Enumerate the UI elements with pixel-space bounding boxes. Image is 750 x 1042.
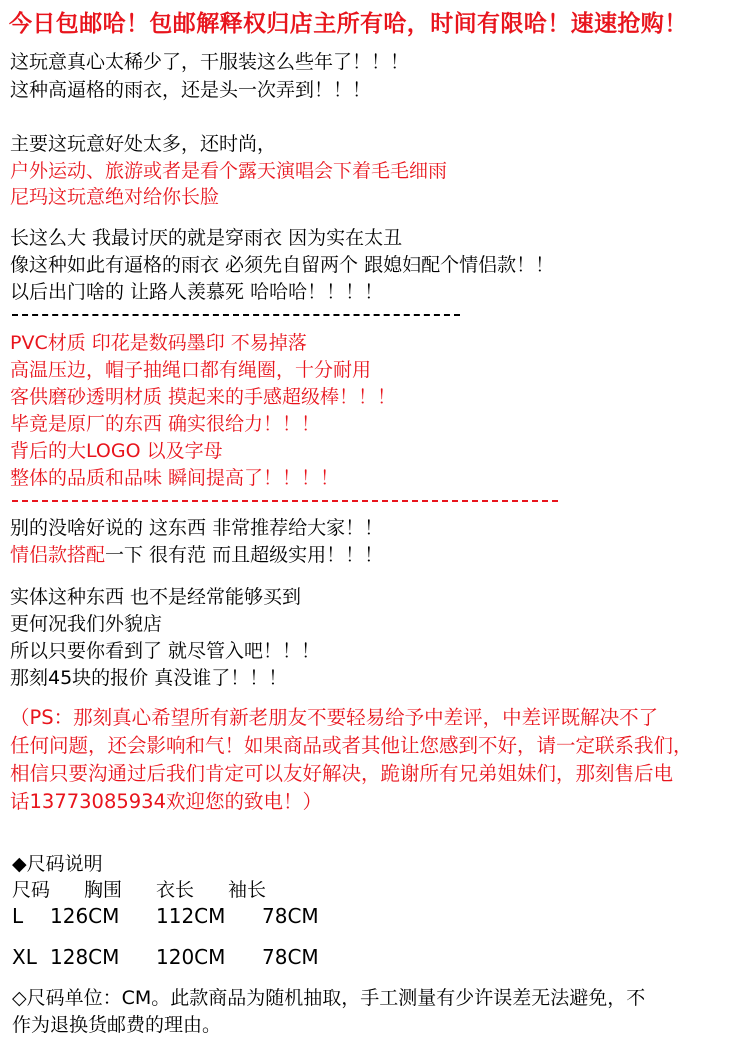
story-line-3: 以后出门啥的 让路人羡慕死 哈哈哈！！！！: [10, 281, 384, 303]
size-header-length: 衣长: [156, 879, 195, 901]
dashed-divider-1: [12, 314, 460, 316]
feature-line-3: 客供磨砂透明材质 摸起来的手感超级棒！！！: [10, 386, 397, 408]
story-line-2: 像这种如此有逼格的雨衣 必须先自留两个 跟媳妇配个情侣款！！: [10, 254, 555, 276]
size-header-sleeve: 袖长: [228, 879, 267, 901]
dashed-divider-2: [12, 500, 558, 502]
benefits-line-3: 尼玛这玩意绝对给你长脸: [10, 186, 220, 208]
benefits-line-1: 主要这玩意好处太多，还时尚，: [10, 133, 277, 155]
ps-line-3: 相信只要沟通过后我们肯定可以友好解决，跪谢所有兄弟姐妹们，那刻售后电: [10, 762, 674, 785]
benefits-line-2: 户外运动、旅游或者是看个露天演唱会下着毛毛细雨: [10, 160, 448, 182]
size-row-l-chest: 126CM: [50, 904, 120, 928]
closing-line-3: 所以只要你看到了 就尽管入吧！！！: [10, 640, 321, 662]
feature-line-2: 高温压边，帽子抽绳口都有绳圈，十分耐用: [10, 359, 372, 381]
closing-line-2: 更何况我们外貌店: [10, 613, 163, 635]
ps-line-1: （PS：那刻真心希望所有新老朋友不要轻易给予中差评，中差评既解决不了: [10, 706, 659, 729]
size-note-line-2: 作为退换货邮费的理由。: [12, 1014, 222, 1036]
story-line-1: 长这么大 我最讨厌的就是穿雨衣 因为实在太丑: [10, 227, 403, 249]
size-header-chest: 胸围: [84, 879, 123, 901]
size-row-xl-chest: 128CM: [50, 945, 120, 969]
size-row-xl-length: 120CM: [156, 945, 226, 969]
feature-line-5: 背后的大LOGO 以及字母: [10, 440, 223, 462]
size-row-l-length: 112CM: [156, 904, 226, 928]
ps-line-2: 任何问题，还会影响和气！如果商品或者其他让您感到不好，请一定联系我们，: [10, 734, 693, 757]
size-row-xl-size: XL: [12, 945, 37, 969]
size-row-xl-sleeve: 78CM: [262, 945, 319, 969]
promo-banner: 今日包邮哈！包邮解释权归店主所有哈，时间有限哈！速速抢购！: [9, 11, 688, 37]
size-header-size: 尺码: [12, 879, 51, 901]
size-row-l-sleeve: 78CM: [262, 904, 319, 928]
recommend-line-1: 别的没啥好说的 这东西 非常推荐给大家！！: [10, 517, 384, 539]
recommend-line-2: [10, 543, 383, 567]
feature-line-1: PVC材质 印花是数码墨印 不易掉落: [10, 332, 307, 354]
intro-line-1: 这玩意真心太稀少了，干服装这么些年了！！！: [10, 51, 410, 73]
intro-line-2: 这种高逼格的雨衣，还是头一次弄到！！！: [10, 79, 372, 101]
size-row-l-size: L: [12, 904, 24, 928]
feature-line-4: 毕竟是原厂的东西 确实很给力！！！: [10, 413, 321, 435]
closing-line-1: 实体这种东西 也不是经常能够买到: [10, 586, 302, 608]
recommend-highlight: 情侣款搭配: [10, 544, 106, 566]
closing-line-4: 那刻45块的报价 真没谁了！！！: [10, 667, 288, 689]
size-note-line-1: ◇尺码单位：CM。此款商品为随机抽取，手工测量有少许误差无法避免，不: [12, 987, 646, 1009]
recommend-rest: 一下 很有范 而且超级实用！！！: [105, 544, 384, 566]
ps-line-4: 话13773085934欢迎您的致电！）: [10, 790, 322, 813]
size-chart-title: ◆尺码说明: [12, 853, 103, 875]
feature-line-6: 整体的品质和品味 瞬间提高了！！！！: [10, 467, 340, 489]
